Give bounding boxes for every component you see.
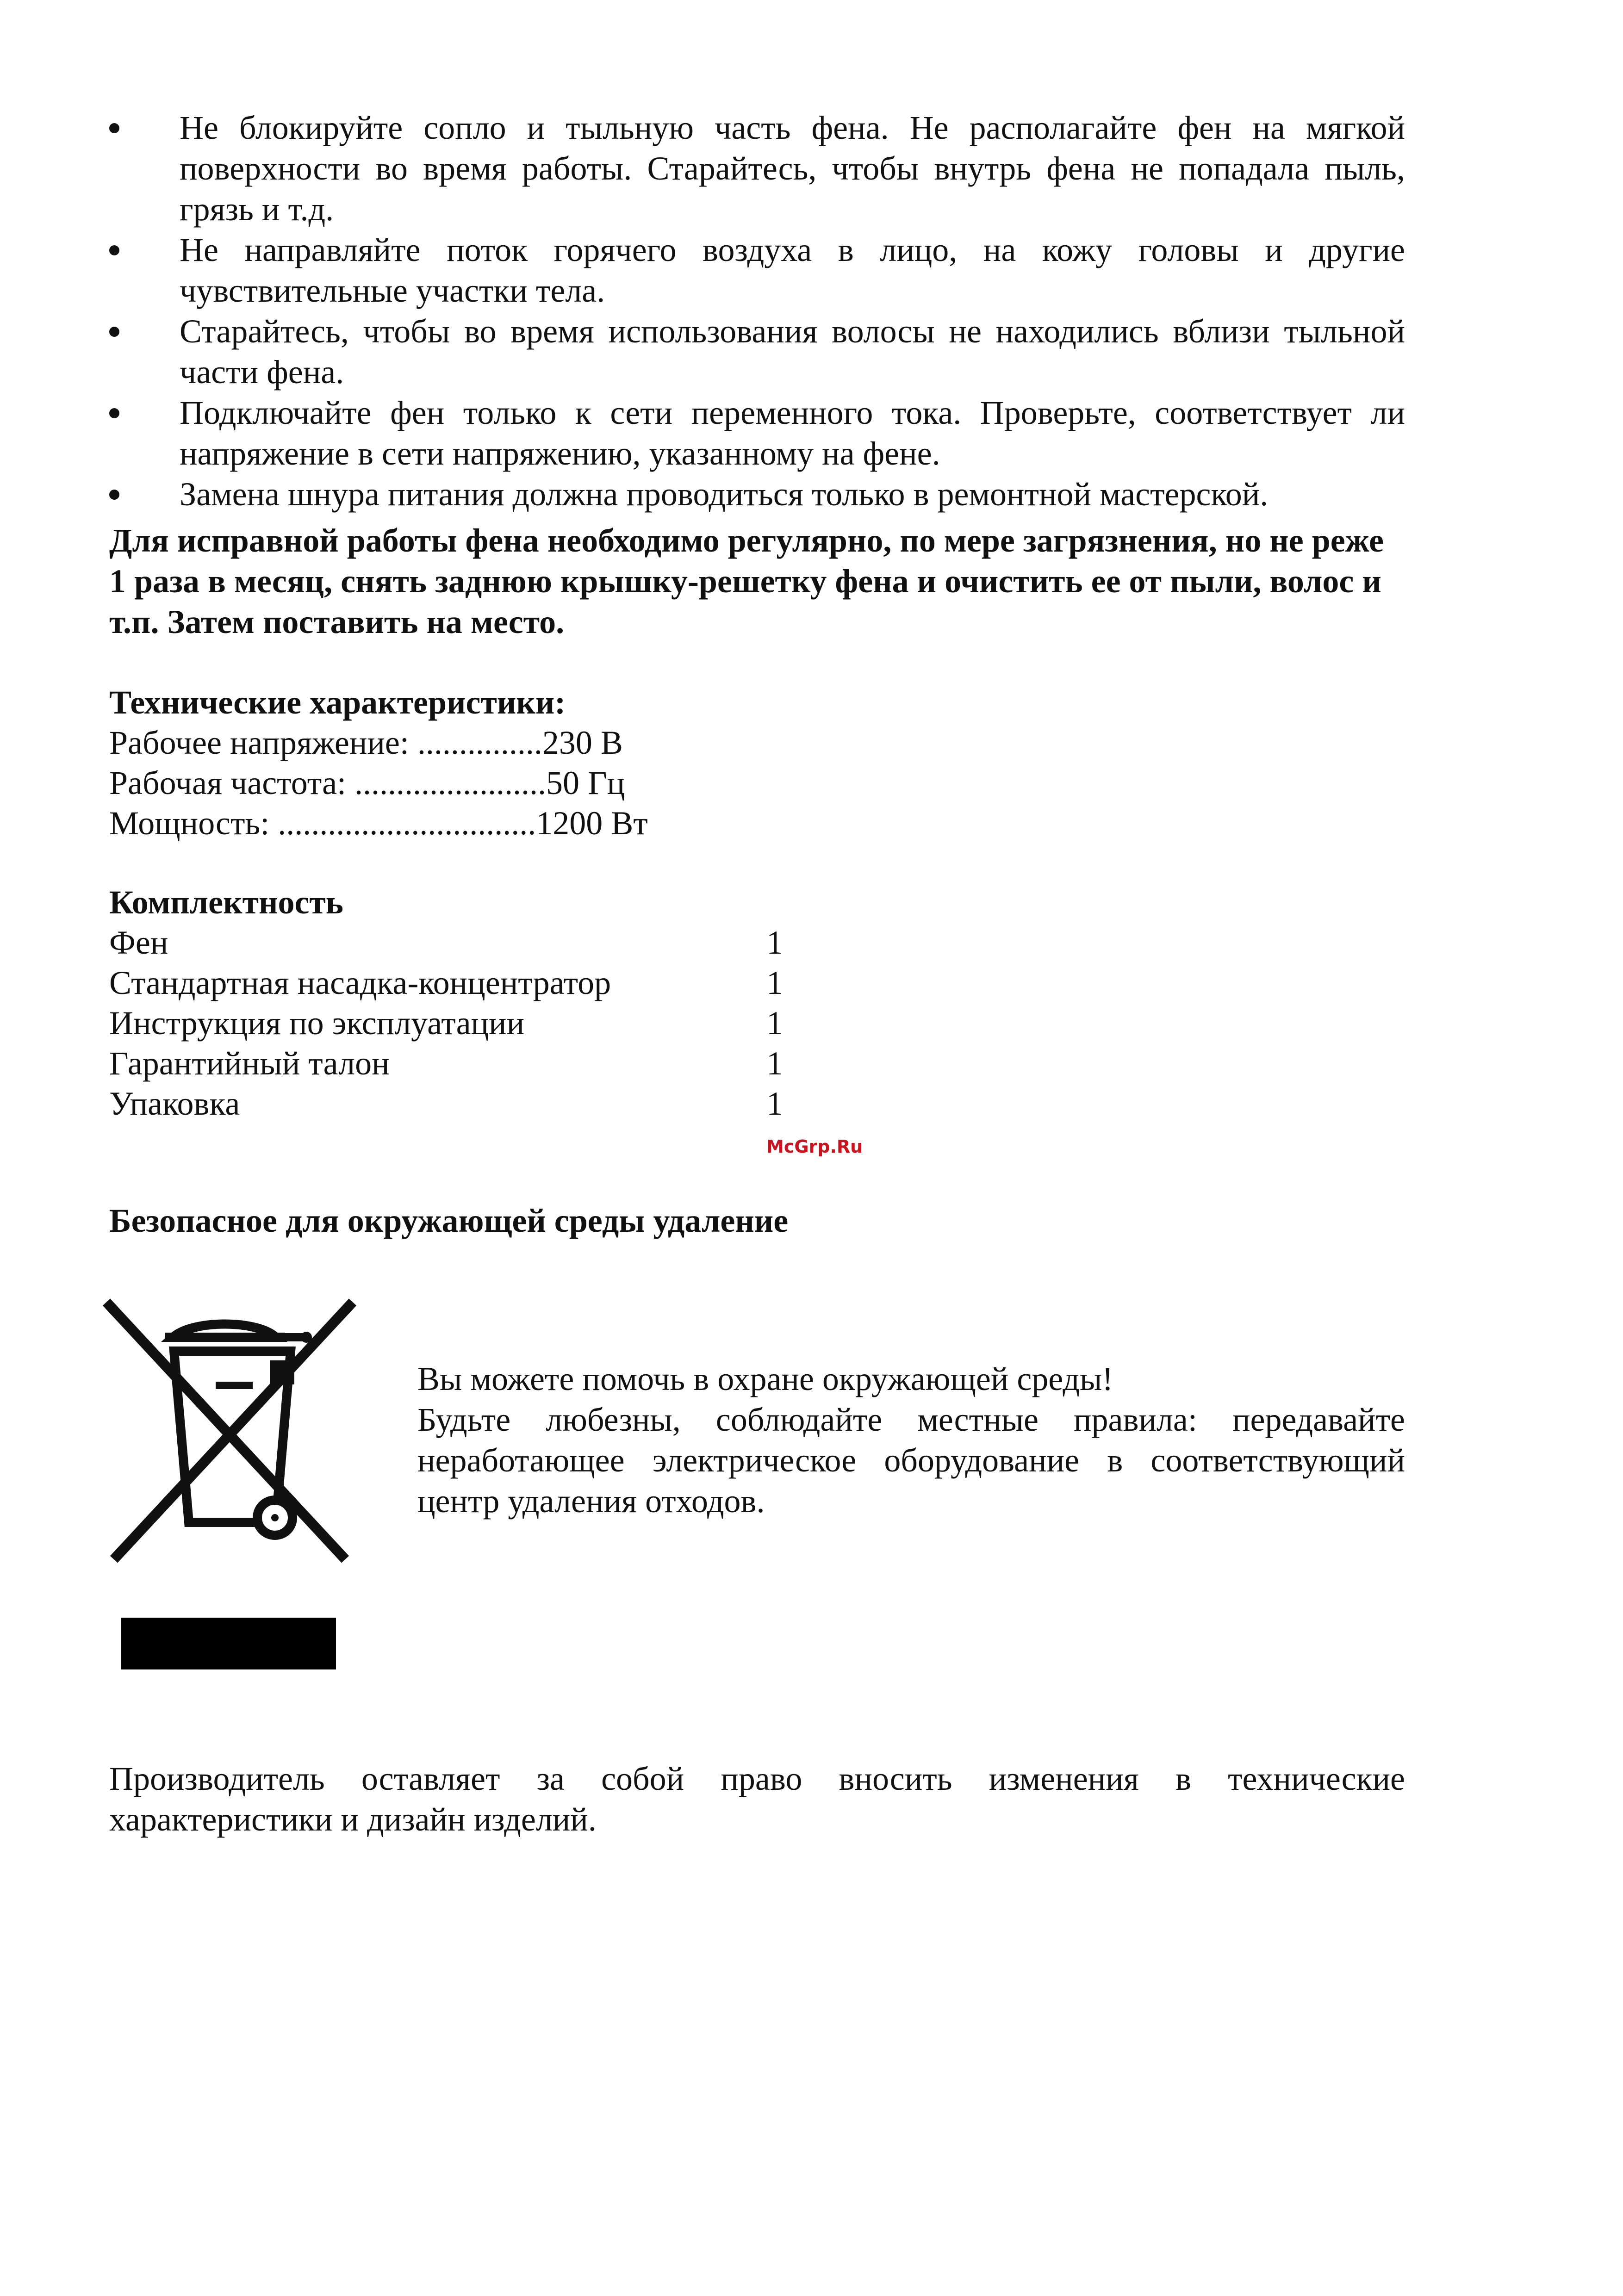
specifications-section	[109, 682, 850, 844]
bullet-dot-icon	[109, 327, 119, 337]
black-bar-marker	[121, 1618, 336, 1669]
spec-power: Мощность: ...............................1200 Вт	[109, 805, 648, 842]
package-item-name: Стандартная насадка-концентратор	[109, 964, 611, 1001]
maintenance-note: Для исправной работы фена необходимо регулярно, по мере загрязнения, но не реже 1 раза в месяц, снять заднюю крышку-решетку фена и очистить ее от пыли, волос и т.п. Затем поставить на место.	[109, 522, 1384, 640]
package-item-name: Гарантийный талон	[109, 1045, 390, 1082]
disposal-line: Будьте любезны, соблюдайте местные правила: передавайте неработающее электрическое оборудование в соответствующий центр удаления отходов.	[417, 1401, 1405, 1520]
package-item-qty: 1	[766, 1005, 783, 1042]
package-item	[109, 1084, 850, 1124]
crossed-out-wheelie-bin-icon	[100, 1291, 359, 1569]
safety-bullet-item	[109, 230, 1405, 311]
disposal-section	[109, 1200, 1127, 1241]
bullet-text: Замена шнура питания должна проводиться только в ремонтной мастерской.	[180, 476, 1269, 513]
watermark-link[interactable]: McGrp.Ru	[766, 1136, 863, 1157]
bullet-text: Не блокируйте сопло и тыльную часть фена. Не располагайте фен на мягкой поверхности во время работы. Старайтесь, чтобы внутрь фена не попадала пыль, грязь и т.д.	[180, 109, 1405, 228]
manufacturer-disclaimer: Производитель оставляет за собой право вносить изменения в технические характеристики и дизайн изделий.	[109, 1760, 1405, 1838]
bullet-text: Подключайте фен только к сети переменного тока. Проверьте, соответствует ли напряжение в сети напряжению, указанному на фене.	[180, 394, 1405, 472]
specifications-heading: Технические характеристики:	[109, 684, 566, 721]
package-item-qty: 1	[766, 1045, 783, 1082]
safety-bullet-list	[109, 107, 1405, 515]
package-item	[109, 1003, 850, 1043]
package-contents-heading: Комплектность	[109, 884, 343, 921]
safety-bullet-item	[109, 474, 1405, 515]
package-item	[109, 1043, 850, 1084]
disposal-heading: Безопасное для окружающей среды удаление	[109, 1202, 789, 1239]
safety-bullet-item	[109, 392, 1405, 474]
package-item	[109, 963, 850, 1003]
bullet-dot-icon	[109, 490, 119, 500]
package-item-name: Упаковка	[109, 1085, 240, 1122]
bullet-dot-icon	[109, 245, 119, 255]
disposal-line: Вы можете помочь в охране окружающей среды!	[417, 1360, 1113, 1397]
package-item-qty: 1	[766, 964, 783, 1001]
package-contents-section	[109, 882, 850, 1124]
package-item-qty: 1	[766, 924, 783, 961]
package-item	[109, 923, 850, 963]
bullet-text: Не направляйте поток горячего воздуха в лицо, на кожу головы и другие чувствительные участки тела.	[180, 231, 1405, 309]
disposal-text	[417, 1359, 1405, 1521]
safety-bullet-item	[109, 311, 1405, 392]
bullet-text: Старайтесь, чтобы во время использования волосы не находились вблизи тыльной части фена.	[180, 313, 1405, 391]
package-item-name: Инструкция по эксплуатации	[109, 1005, 525, 1042]
safety-bullet-item	[109, 107, 1405, 230]
bullet-dot-icon	[109, 408, 119, 418]
package-item-qty: 1	[766, 1085, 783, 1122]
spec-voltage: Рабочее напряжение: ...............230 В	[109, 724, 623, 761]
spec-frequency: Рабочая частота: .......................50 Гц	[109, 764, 625, 801]
package-item-name: Фен	[109, 924, 168, 961]
bullet-dot-icon	[109, 123, 119, 133]
